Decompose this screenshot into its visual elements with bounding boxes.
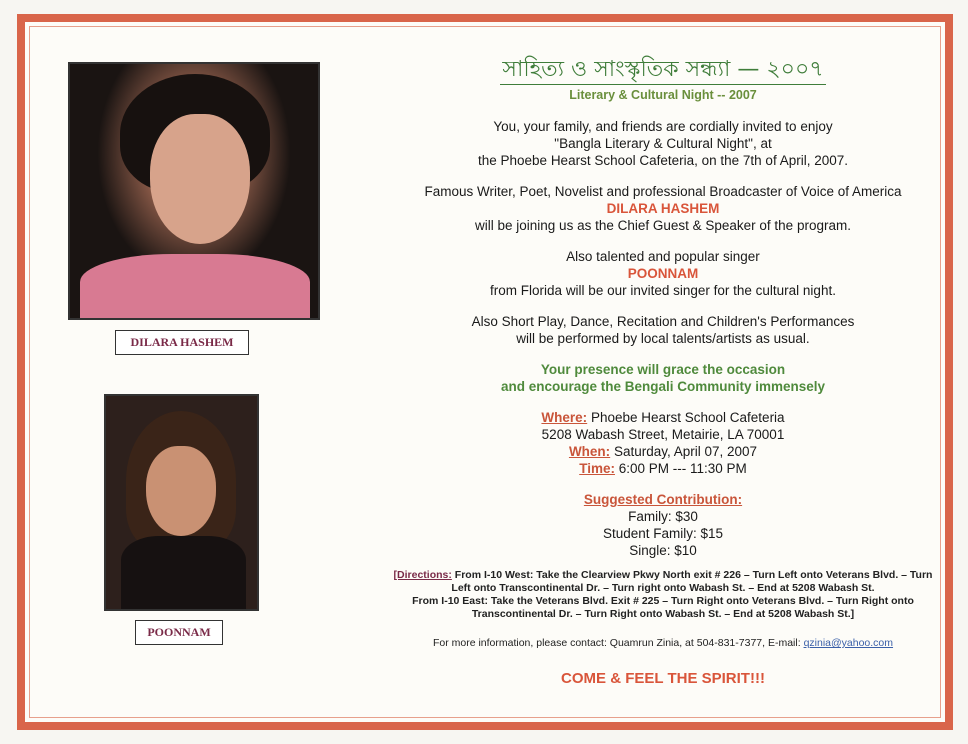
guest-line-2: will be joining us as the Chief Guest & Speaker of the program. [475,218,851,233]
invite-paragraph [392,118,934,169]
performances-line-1: Also Short Play, Dance, Recitation and Children's Performances [471,314,855,329]
where-label: Where: [541,410,588,425]
when-label: When: [568,444,611,459]
address: 5208 Wabash Street, Metairie, LA 70001 [541,427,785,442]
invite-line-1: You, your family, and friends are cordially invited to enjoy [493,119,833,134]
event-details [392,409,934,477]
directions [392,569,934,621]
contact-email-link[interactable]: qzinia@yahoo.com [803,637,894,649]
contribution-student: Student Family: $15 [602,526,724,541]
presence-line-2: and encourage the Bengali Community immensely [500,379,826,394]
bengali-title: সাহিত্য ও সাংস্কৃতিক সন্ধ্যা — ২০০৭ [500,56,825,85]
contribution-label: Suggested Contribution: [583,492,743,507]
poonnam-name-label: POONNAM [135,620,223,645]
singer-paragraph [392,248,934,299]
singer-line-1: Also talented and popular singer [566,249,760,264]
presence-line-1: Your presence will grace the occasion [540,362,786,377]
contribution-family: Family: $30 [628,509,698,524]
dilara-hashem-photo [68,62,320,320]
guest-paragraph [392,183,934,234]
time-value: 6:00 PM --- 11:30 PM [618,461,747,476]
directions-west: From I-10 West: Take the Clearview Pkwy North exit # 226 – Turn Left onto Veterans Blvd. – Turn Left onto Transcontinental Dr. – Turn right onto Wabash St. – End at 5208 Wabash St. [451,569,933,594]
performances-paragraph [392,313,934,347]
contribution-single: Single: $10 [629,543,697,558]
where-value: Phoebe Hearst School Cafeteria [590,410,785,425]
singer-line-2: from Florida will be our invited singer for the cultural night. [490,283,836,298]
guest-line-1: Famous Writer, Poet, Novelist and professional Broadcaster of Voice of America [424,184,902,199]
performances-line-2: will be performed by local talents/artists as usual. [516,331,810,346]
flyer-content [392,56,934,687]
contribution-section [392,491,934,559]
presence-paragraph [392,361,934,395]
poonnam-photo [104,394,259,611]
spirit-slogan: COME & FEEL THE SPIRIT!!! [561,670,765,687]
directions-label: [Directions: [393,569,452,581]
contact-text: For more information, please contact: Quamrun Zinia, at 504-831-7377, E-mail: [432,637,801,649]
event-subtitle: Literary & Cultural Night -- 2007 [569,88,757,102]
invite-line-3: the Phoebe Hearst School Cafeteria, on the 7th of April, 2007. [478,153,848,168]
singer-name: POONNAM [627,266,699,281]
time-label: Time: [579,461,615,476]
directions-east: From I-10 East: Take the Veterans Blvd. Exit # 225 – Turn Right onto Veterans Blvd. – Turn Right onto Transcontinental Dr. – Turn Right onto Wabash St. – End at 5208 Wabash St.] [412,595,914,620]
contact-info [392,635,934,652]
dilara-name-label: DILARA HASHEM [115,330,249,355]
when-value: Saturday, April 07, 2007 [613,444,758,459]
guest-name: DILARA HASHEM [606,201,720,216]
invite-line-2: "Bangla Literary & Cultural Night", at [554,136,772,151]
